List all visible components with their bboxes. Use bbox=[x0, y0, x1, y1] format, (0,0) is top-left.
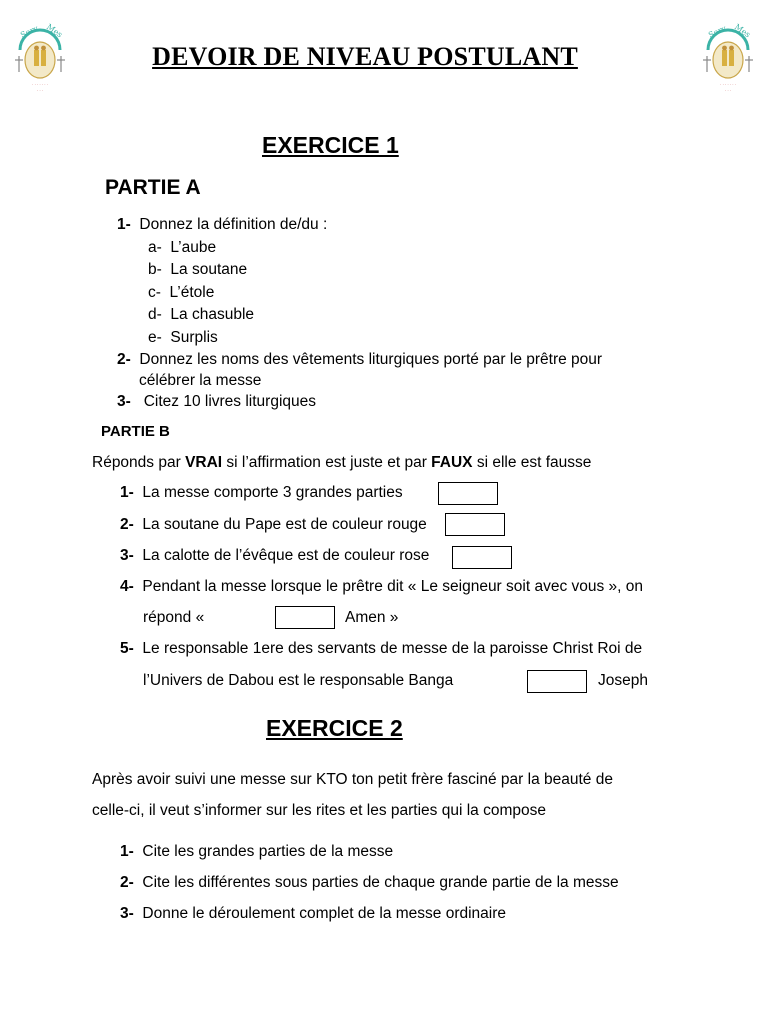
partie-b-instruction: Réponds par VRAI si l’affirmation est juste et par FAUX si elle est fausse bbox=[92, 454, 592, 471]
question-a2: 2- Donnez les noms des vêtements liturgiques porté par le prêtre pour bbox=[117, 351, 603, 368]
document-title: DEVOIR DE NIVEAU POSTULANT bbox=[152, 42, 578, 71]
statement-4-cont-b: Amen » bbox=[345, 609, 399, 626]
answer-box-1[interactable] bbox=[438, 482, 498, 505]
question-a3: 3- Citez 10 livres liturgiques bbox=[117, 393, 317, 410]
statement-2: 2- La soutane du Pape est de couleur rouge bbox=[120, 516, 427, 533]
sub-item-b: b- La soutane bbox=[148, 261, 248, 278]
exercice-1-title: EXERCICE 1 bbox=[262, 132, 399, 158]
sub-item-d: d- La chasuble bbox=[148, 306, 255, 323]
exercice-2-intro-line1: Après avoir suivi une messe sur KTO ton petit frère fasciné par la beauté de bbox=[92, 771, 613, 788]
exercice-2-item-1: 1- Cite les grandes parties de la messe bbox=[120, 843, 394, 860]
svg-text:Mes: Mes bbox=[732, 22, 752, 40]
question-a2-cont: célébrer la messe bbox=[139, 372, 262, 389]
partie-b-title: PARTIE B bbox=[101, 423, 170, 440]
statement-5-cont-b: Joseph bbox=[598, 672, 648, 689]
statement-3: 3- La calotte de l’évêque est de couleur rose bbox=[120, 547, 430, 564]
partie-a-title: PARTIE A bbox=[105, 176, 201, 199]
exercice-2-item-2: 2- Cite les différentes sous parties de chaque grande partie de la messe bbox=[120, 874, 619, 891]
sub-item-c: c- L’étole bbox=[148, 284, 215, 301]
exercice-2-title: EXERCICE 2 bbox=[266, 715, 403, 741]
answer-box-2[interactable] bbox=[445, 513, 505, 536]
statement-5: 5- Le responsable 1ere des servants de messe de la paroisse Christ Roi de bbox=[120, 640, 643, 657]
answer-box-3[interactable] bbox=[452, 546, 512, 569]
answer-box-5[interactable] bbox=[527, 670, 587, 693]
exercice-2-item-3: 3- Donne le déroulement complet de la messe ordinaire bbox=[120, 905, 507, 922]
svg-text:Serv: Serv bbox=[707, 23, 728, 40]
svg-text:· · · · · · ·: · · · · · · · bbox=[32, 82, 48, 87]
statement-5-cont-a: l’Univers de Dabou est le responsable Banga bbox=[143, 672, 454, 689]
svg-text:· · ·: · · · bbox=[36, 88, 44, 93]
svg-text:Serv: Serv bbox=[19, 23, 40, 40]
svg-text:· · ·: · · · bbox=[724, 88, 732, 93]
statement-4-cont-a: répond « bbox=[143, 609, 205, 626]
statement-1: 1- La messe comporte 3 grandes parties bbox=[120, 484, 403, 501]
svg-text:Mes: Mes bbox=[44, 22, 64, 40]
exercice-2-intro-line2: celle-ci, il veut s’informer sur les rites et les parties qui la compose bbox=[92, 802, 546, 819]
sub-item-a: a- L’aube bbox=[148, 239, 217, 256]
question-a1: 1- Donnez la définition de/du : bbox=[117, 216, 328, 233]
svg-text:· · · · · · ·: · · · · · · · bbox=[720, 82, 736, 87]
statement-4: 4- Pendant la messe lorsque le prêtre dit « Le seigneur soit avec vous », on bbox=[120, 578, 644, 595]
answer-box-4[interactable] bbox=[275, 606, 335, 629]
sub-item-e: e- Surplis bbox=[148, 329, 218, 346]
